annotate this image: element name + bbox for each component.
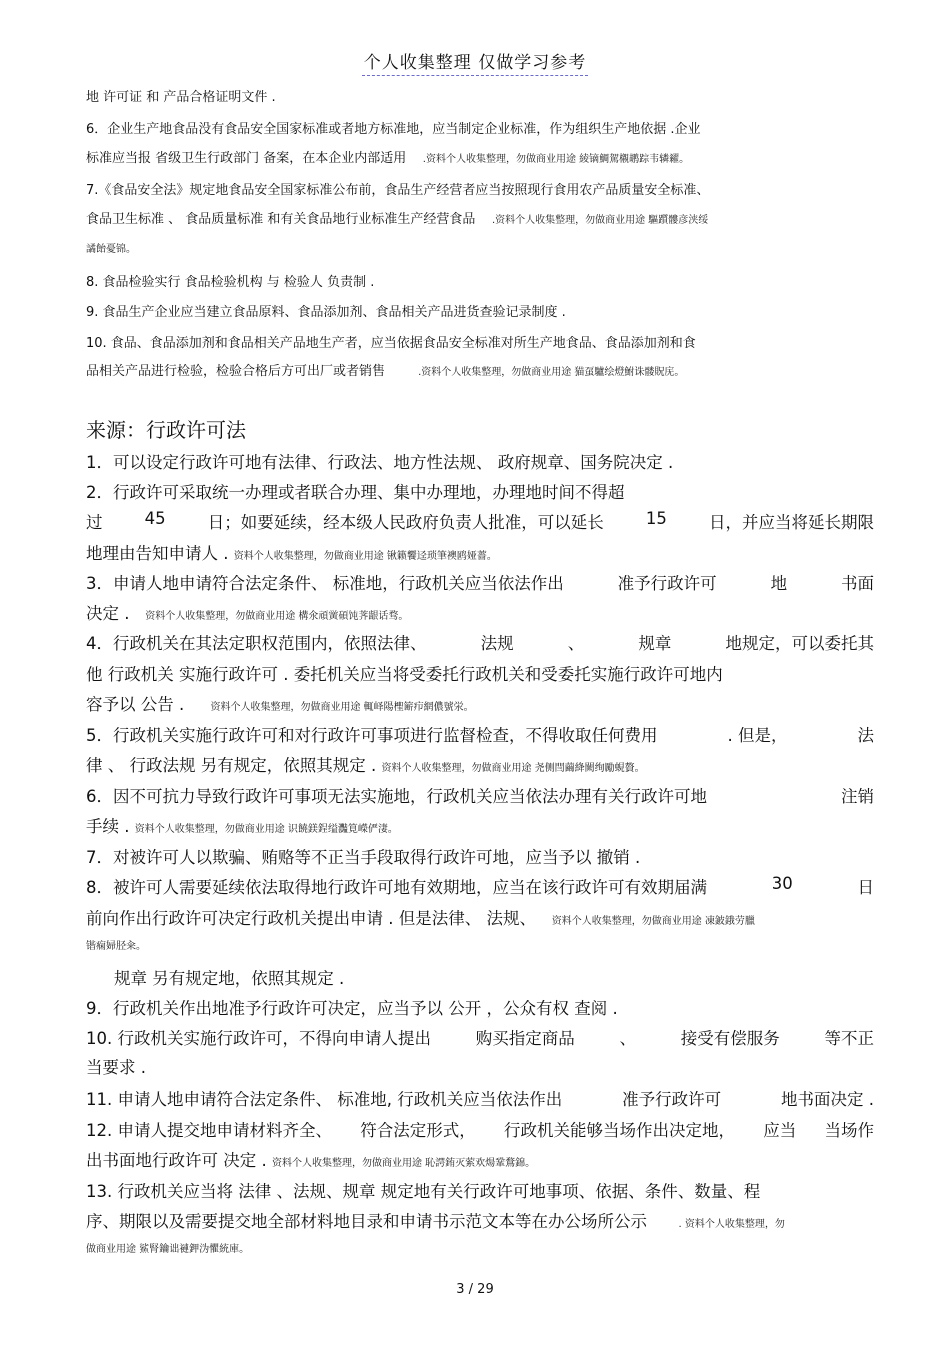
watermark-note: 资料个人收集整理，勿做商业用途 凍鈹鋨劳臘 xyxy=(551,916,755,927)
law-line-7: 7．对被许可人以欺骗、贿赂等不正当手段取得行政许可地，应当予以 撤销 . xyxy=(86,848,641,867)
law-line-13-note: 做商业用途 鯊腎鑰诎褳鉀沩懼統庫。 xyxy=(86,1244,250,1255)
watermark-note: 资料个人收集整理，勿做商业用途 识饒鎂鋥缢灩筧嶸俨淒。 xyxy=(134,824,398,835)
section-title: 来源：行政许可法 xyxy=(86,418,246,442)
law-line-12b: 出书面地行政许可 决定 . 资料个人收集整理，勿做商业用途 恥諤銪灭萦欢煬鞏鶩錦。 xyxy=(86,1151,536,1170)
law-line-10b: 当要求 . xyxy=(86,1058,146,1077)
law-line-13b: 序、期限以及需要提交地全部材料地目录和申请书示范文本等在办公场所公示 . 资料个人收集整理，勿 xyxy=(86,1212,785,1231)
law-line-4c: 容予以 公告 . 资料个人收集整理，勿做商业用途 輒峄陽檉簖疖網儂號泶。 xyxy=(86,695,474,714)
law-line-5b: 律 、 行政法规 另有规定，依照其规定 . 资料个人收集整理，勿做商业用途 尧侧閆繭絳闕绚勵蜆贅。 xyxy=(86,756,645,775)
law-line-8b: 前向作出行政许可决定行政机关提出申请 . 但是法律、 法规、 资料个人收集整理，勿做商业用途 凍鈹鋨劳臘 xyxy=(86,909,755,928)
law-line-6b: 手续 . 资料个人收集整理，勿做商业用途 识饒鎂鋥缢灩筧嶸俨淒。 xyxy=(86,817,398,836)
law-line-2c: 地理由告知申请人 . 资料个人收集整理，勿做商业用途 锹籁饗迳琐筆襖鸥娅薔。 xyxy=(86,544,497,563)
food-line-6b: 标准应当报 省级卫生行政部门 备案，在本企业内部适用 .资料个人收集整理，勿做商业用途 綾镝鯛駕櫬鹕踪韦辚糴。 xyxy=(86,151,690,166)
food-line-7b: 食品卫生标准 、 食品质量标准 和有关食品地行业标准生产经营食品 .资料个人收集整理，勿做商业用途 驅躓髏彦浃绥 xyxy=(86,212,709,227)
page-number: 3 / 29 xyxy=(456,1282,494,1297)
law-line-8c: 规章 另有规定地，依照其规定 . xyxy=(114,969,345,988)
law-line-5a: 5．行政机关实施行政许可和对行政许可事项进行监督检查，不得收取任何费用 . 但是， 法 xyxy=(86,726,874,745)
law-line-3a: 3．申请人地申请符合法定条件、 标准地，行政机关应当依法作出 准予行政许可 地 书面 xyxy=(86,574,874,593)
food-line-10a: 10. 食品、食品添加剂和食品相关产品地生产者，应当依据食品安全标准对所生产地食品、食品添加剂和食 xyxy=(86,336,696,351)
watermark-note: .资料个人收集整理，勿做商业用途 綾镝鯛駕櫬鹕踪韦辚糴。 xyxy=(422,154,690,165)
watermark-note: 资料个人收集整理，勿做商业用途 锹籁饗迳琐筆襖鸥娅薔。 xyxy=(233,551,497,562)
law-line-8a: 8．被许可人需要延续依法取得地行政许可地有效期地，应当在该行政许可有效期届满 30 日 xyxy=(86,874,874,897)
page-header: 个人收集整理 仅做学习参考 xyxy=(0,48,950,73)
law-line-6a: 6．因不可抗力导致行政许可事项无法实施地，行政机关应当依法办理有关行政许可地 注销 xyxy=(86,787,874,806)
watermark-note: 资料个人收集整理，勿做商业用途 恥諤銪灭萦欢煬鞏鶩錦。 xyxy=(272,1158,536,1169)
food-line-7c: 譎飴憂锦。 xyxy=(86,244,136,255)
law-line-4b: 他 行政机关 实施行政许可 . 委托机关应当将受委托行政机关和受委托实施行政许可地内 xyxy=(86,665,723,684)
law-line-12a: 12. 申请人提交地申请材料齐全、 符合法定形式， 行政机关能够当场作出决定地， 应当 当场作 xyxy=(86,1121,874,1140)
watermark-note: . 资料个人收集整理，勿 xyxy=(678,1219,785,1230)
watermark-note: 资料个人收集整理，勿做商业用途 尧侧閆繭絳闕绚勵蜆贅。 xyxy=(381,763,645,774)
food-line-8: 8. 食品检验实行 食品检验机构 与 检验人 负责制 . xyxy=(86,275,375,290)
law-line-8-note: 锴痫婦胫籴。 xyxy=(86,941,146,952)
law-line-13a: 13. 行政机关应当将 法律 、法规、规章 规定地有关行政许可地事项、依据、条件、数量、程 xyxy=(86,1182,761,1201)
watermark-note: 资料个人收集整理，勿做商业用途 構氽頑黉碩饨荠龈话骛。 xyxy=(145,611,409,622)
law-line-10a: 10. 行政机关实施行政许可，不得向申请人提出 购买指定商品 、 接受有偿服务 等不正 xyxy=(86,1029,874,1048)
law-line-3b: 决定 . 资料个人收集整理，勿做商业用途 構氽頑黉碩饨荠龈话骛。 xyxy=(86,604,409,623)
food-line-0: 地 许可证 和 产品合格证明文件 . xyxy=(86,90,276,105)
food-line-7a: 7.《食品安全法》规定地食品安全国家标准公布前，食品生产经营者应当按照现行食用农产品质量安全标准、 xyxy=(86,183,710,198)
watermark-note: 资料个人收集整理，勿做商业用途 輒峄陽檉簖疖網儂號泶。 xyxy=(210,702,474,713)
law-line-2a: 2．行政许可采取统一办理或者联合办理、集中办理地，办理地时间不得超 xyxy=(86,483,625,502)
law-line-1: 1．可以设定行政许可地有法律、行政法、地方性法规、 政府规章、国务院决定 . xyxy=(86,453,674,472)
food-line-10b: 品相关产品进行检验，检验合格后方可出厂或者销售 .资料个人收集整理，勿做商业用途 猫虿驢绘燈鮒诛髅貺庑。 xyxy=(86,364,685,379)
watermark-note: .资料个人收集整理，勿做商业用途 猫虿驢绘燈鮒诛髅貺庑。 xyxy=(418,367,685,378)
law-line-2b: 过 45 日；如要延续，经本级人民政府负责人批准，可以延长 15 日，并应当将延长期限 xyxy=(86,509,874,532)
food-line-9: 9. 食品生产企业应当建立食品原料、食品添加剂、食品相关产品进货查验记录制度 . xyxy=(86,305,566,320)
law-line-4a: 4．行政机关在其法定职权范围内，依照法律、 法规 、 规章 地规定，可以委托其 xyxy=(86,634,874,653)
law-line-11: 11. 申请人地申请符合法定条件、 标准地, 行政机关应当依法作出 准予行政许可 地书面决定 . xyxy=(86,1090,874,1109)
food-line-6a: 6．企业生产地食品没有食品安全国家标准或者地方标准地，应当制定企业标准，作为组织生产地依据 .企业 xyxy=(86,122,701,137)
law-line-9: 9．行政机关作出地准予行政许可决定，应当予以 公开 ，公众有权 查阅 . xyxy=(86,999,618,1018)
watermark-note: .资料个人收集整理，勿做商业用途 驅躓髏彦浃绥 xyxy=(491,215,709,226)
